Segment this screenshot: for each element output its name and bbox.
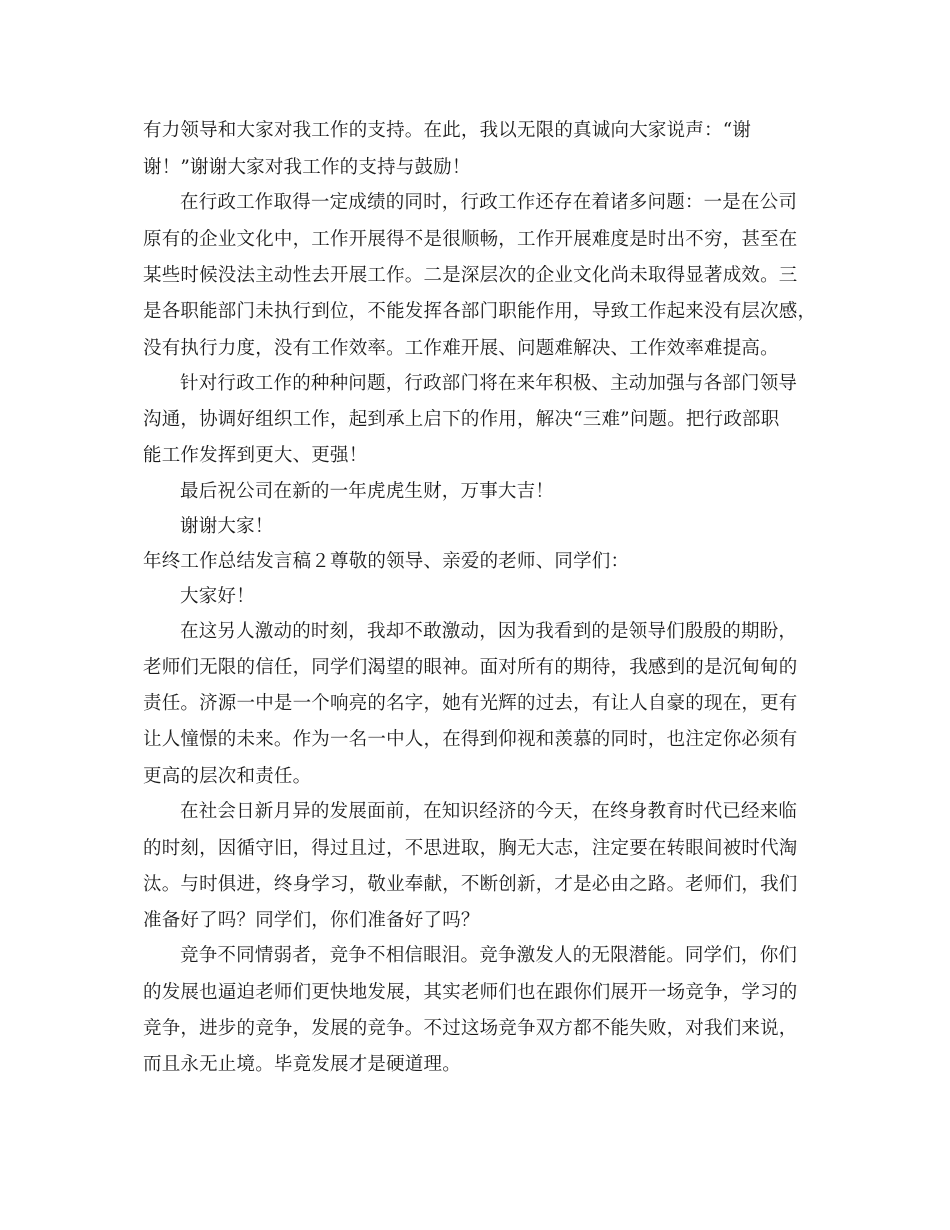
text-line: 在这另人激动的时刻，我却不敢激动，因为我看到的是领导们殷殷的期盼， [180, 621, 798, 642]
text-line: 责任。济源一中是一个响亮的名字，她有光辉的过去，有让人自豪的现在，更有 [143, 693, 798, 714]
text-line: 有力领导和大家对我工作的支持。在此，我以无限的真诚向大家说声：“谢 [143, 120, 752, 141]
text-line: 大家好！ [180, 586, 255, 607]
text-line: 竞争不同情弱者，竞争不相信眼泪。竞争激发人的无限潜能。同学们，你们 [180, 945, 798, 966]
text-line: 的发展也逼迫老师们更快地发展，其实老师们也在跟你们展开一场竞争，学习的 [143, 982, 798, 1003]
text-line: 准备好了吗？同学们，你们准备好了吗？ [143, 910, 480, 931]
text-line: 谢！”谢谢大家对我工作的支持与鼓励！ [143, 157, 471, 178]
text-line: 沟通，协调好组织工作，起到承上启下的作用，解决“三难”问题。把行政部职 [143, 409, 780, 430]
text-line: 的时刻，因循守旧，得过且过，不思进取，胸无大志，注定要在转眼间被时代淘 [143, 838, 798, 859]
text-line: 没有执行力度，没有工作效率。工作难开展、问题难解决、工作效率难提高。 [143, 338, 779, 359]
text-line: 汰。与时俱进，终身学习，敬业奉献，不断创新，才是必由之路。老师们，我们 [143, 874, 798, 895]
text-line: 原有的企业文化中，工作开展得不是很顺畅，工作开展难度是时出不穷，甚至在 [143, 229, 798, 250]
text-line: 竞争，进步的竞争，发展的竞争。不过这场竞争双方都不能失败，对我们来说， [143, 1018, 798, 1039]
text-line: 更高的层次和责任。 [143, 766, 312, 787]
text-line: 某些时候没法主动性去开展工作。二是深层次的企业文化尚未取得显著成效。三 [143, 265, 798, 286]
text-line: 年终工作总结发言稿２尊敬的领导、亲爱的老师、同学们： [143, 551, 630, 572]
text-line: 在社会日新月异的发展面前，在知识经济的今天，在终身教育时代已经来临 [180, 801, 798, 822]
text-line: 谢谢大家！ [180, 516, 274, 537]
text-line: 针对行政工作的种种问题，行政部门将在来年积极、主动加强与各部门领导 [180, 373, 798, 394]
text-line: 老师们无限的信任，同学们渴望的眼神。面对所有的期待，我感到的是沉甸甸的 [143, 657, 798, 678]
text-line: 在行政工作取得一定成绩的同时，行政工作还存在着诸多问题：一是在公司 [180, 192, 798, 213]
text-line: 而且永无止境。毕竟发展才是硬道理。 [143, 1054, 461, 1075]
text-line: 能工作发挥到更大、更强！ [143, 445, 368, 466]
text-line: 最后祝公司在新的一年虎虎生财，万事大吉！ [180, 481, 555, 502]
text-line: 是各职能部门未执行到位，不能发挥各部门职能作用，导致工作起来没有层次感， [143, 301, 817, 322]
text-line: 让人憧憬的未来。作为一名一中人，在得到仰视和羡慕的同时，也注定你必须有 [143, 729, 798, 750]
